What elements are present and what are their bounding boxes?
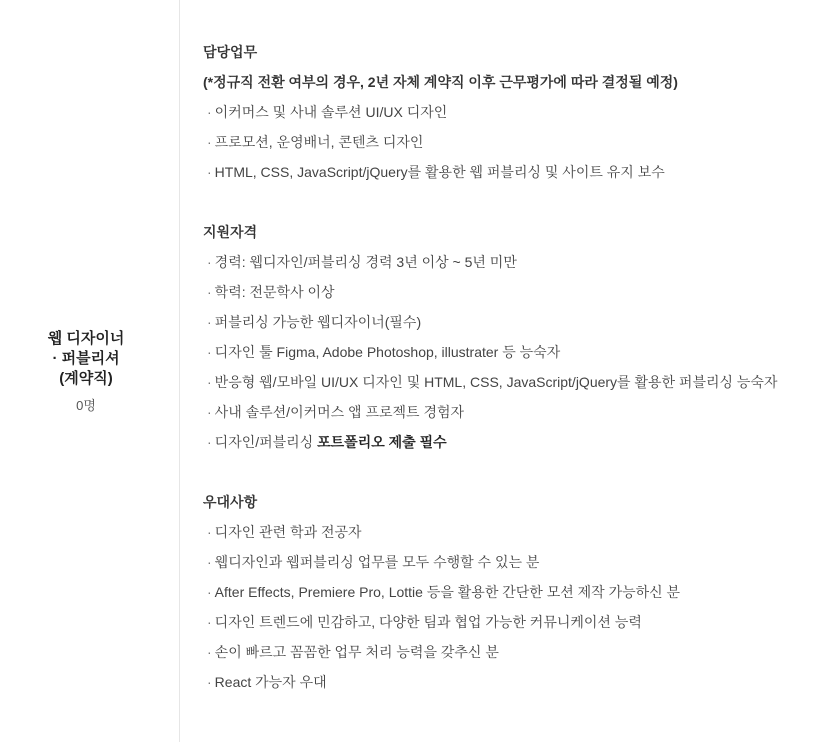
preferences-section	[203, 487, 823, 697]
bullet: ·	[207, 164, 212, 180]
list-item	[203, 517, 823, 547]
position-title-line: (계약직)	[59, 370, 113, 387]
list-item	[203, 277, 823, 307]
headcount: 0명	[76, 398, 96, 413]
item-text: 디자인/퍼블리싱	[214, 434, 318, 450]
item-text: 이커머스 및 사내 솔루션 UI/UX 디자인	[214, 104, 448, 120]
bullet: ·	[207, 674, 212, 690]
bullet: ·	[207, 404, 212, 420]
portfolio-required-emphasis: 포트폴리오 제출 필수	[317, 434, 447, 450]
list-item	[203, 637, 823, 667]
qualifications-title: 지원자격	[203, 224, 258, 240]
bullet: ·	[207, 644, 212, 660]
item-text: 학력: 전문학사 이상	[214, 284, 335, 300]
item-text: 디자인 툴 Figma, Adobe Photoshop, illustrater 등 능숙자	[214, 344, 561, 360]
list-item	[203, 127, 823, 157]
position-title-line: · 퍼블리셔	[52, 350, 120, 367]
position-title-line: 웹 디자이너	[47, 330, 125, 347]
item-text: React 가능자 우대	[214, 674, 327, 690]
bullet: ·	[207, 134, 212, 150]
bullet: ·	[207, 314, 212, 330]
duties-section	[203, 37, 823, 187]
item-text: 사내 솔루션/이커머스 앱 프로젝트 경험자	[214, 404, 465, 420]
item-text: 경력: 웹디자인/퍼블리싱 경력 3년 이상 ~ 5년 미만	[214, 254, 517, 270]
bullet: ·	[207, 434, 212, 450]
qualifications-list	[203, 247, 823, 457]
item-text: 손이 빠르고 꼼꼼한 업무 처리 능력을 갖추신 분	[214, 644, 499, 660]
item-text: After Effects, Premiere Pro, Lottie 등을 활용한 간단한 모션 제작 가능하신 분	[214, 584, 681, 600]
list-item	[203, 367, 823, 397]
position-title	[0, 329, 172, 389]
list-item	[203, 97, 823, 127]
list-item	[203, 397, 823, 427]
item-text: 디자인 관련 학과 전공자	[214, 524, 362, 540]
position-summary	[0, 329, 172, 415]
bullet: ·	[207, 104, 212, 120]
bullet: ·	[207, 254, 212, 270]
duties-list	[203, 97, 823, 187]
list-item	[203, 607, 823, 637]
item-text: 웹디자인과 웹퍼블리싱 업무를 모두 수행할 수 있는 분	[214, 554, 540, 570]
list-item	[203, 577, 823, 607]
list-item	[203, 247, 823, 277]
item-text: HTML, CSS, JavaScript/jQuery를 활용한 웹 퍼블리싱 및 사이트 유지 보수	[214, 164, 665, 180]
bullet: ·	[207, 524, 212, 540]
list-item	[203, 157, 823, 187]
list-item	[203, 547, 823, 577]
bullet: ·	[207, 344, 212, 360]
bullet: ·	[207, 374, 212, 390]
bullet: ·	[207, 614, 212, 630]
details-column	[203, 37, 823, 727]
duties-title: 담당업무	[203, 44, 258, 60]
preferences-list	[203, 517, 823, 697]
preferences-title: 우대사항	[203, 494, 258, 510]
item-text: 디자인 트렌드에 민감하고, 다양한 팀과 협업 가능한 커뮤니케이션 능력	[214, 614, 642, 630]
duties-note: (*정규직 전환 여부의 경우, 2년 자체 계약직 이후 근무평가에 따라 결정될 예정)	[203, 74, 678, 90]
bullet: ·	[207, 554, 212, 570]
bullet: ·	[207, 584, 212, 600]
position-column	[0, 0, 180, 742]
list-item	[203, 337, 823, 367]
qualifications-section	[203, 217, 823, 457]
item-text: 프로모션, 운영배너, 콘텐츠 디자인	[214, 134, 424, 150]
list-item	[203, 307, 823, 337]
item-text: 반응형 웹/모바일 UI/UX 디자인 및 HTML, CSS, JavaScript/jQuery를 활용한 퍼블리싱 능숙자	[214, 374, 778, 390]
list-item	[203, 667, 823, 697]
item-text: 퍼블리싱 가능한 웹디자이너(필수)	[214, 314, 422, 330]
list-item	[203, 427, 823, 457]
bullet: ·	[207, 284, 212, 300]
